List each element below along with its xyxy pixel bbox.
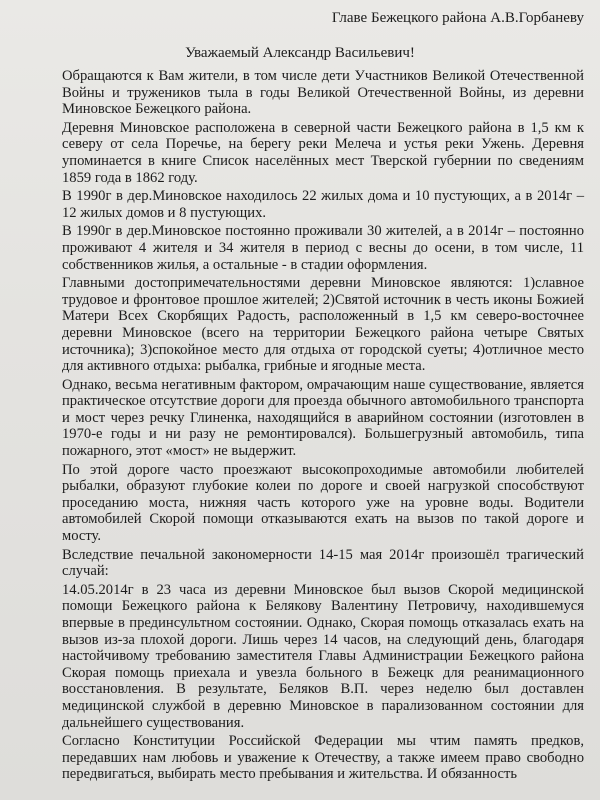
paragraph-residents: В 1990г в дер.Миновское постоянно проживали 30 жителей, а в 2014г – постоянно проживают 4 жителя и 34 жителя в период с весны до осени, в том числе, 11 собственников жилья, а остальные - в стадии оформления.	[62, 223, 584, 273]
letter-body	[62, 68, 584, 783]
paragraph-incident-intro: Вследствие печальной закономерности 14-15 мая 2014г произошёл трагический случай:	[62, 546, 584, 580]
paragraph-incident: 14.05.2014г в 23 часа из деревни Миновское был вызов Скорой медицинской помощи Бежецкого района к Белякову Валентину Петровичу, находившемуся впервые в прединсультном состоянии. Однако, Скорая помощь отказалась ехать на вызов из-за плохой дороги. Лишь через 14 часов, на следующий день, благодаря настойчивому требованию заместителя Главы Администрации Бежецкого района Скорая помощь приехала и увезла больного в Бежецк для реанимационного восстановления. В результате, Беляков В.П. через неделю был доставлен медицинской службой в деревню Миновское в парализованном состоянии для дальнейшего существования.	[62, 581, 584, 731]
paragraph-attractions: Главными достопримечательностями деревни Миновское являются: 1)славное трудовое и фронтовое прошлое жителей; 2)Святой источник в честь иконы Божией Матери Всех Скорбящих Радость, расположенный в 1,5 км северо-восточнее деревни Миновское (всего на территории Бежецкого района четыре Святых источника); 3)спокойное место для отдыха от городской суеты; 4)отличное место для активного отдыха: рыбалка, грибные и ягодные места.	[62, 275, 584, 375]
paragraph-houses: В 1990г в дер.Миновское находилось 22 жилых дома и 10 пустующих, а в 2014г – 12 жилых домов и 8 пустующих.	[62, 188, 584, 221]
paragraph-constitution: Согласно Конституции Российской Федерации мы чтим память предков, передавших нам любовь и уважение к Отечеству, а также имеем право свободно передвигаться, выбирать место пребывания и жительства. И обязанность	[62, 733, 584, 783]
addressee-line: Главе Бежецкого района А.В.Горбаневу	[331, 10, 584, 26]
paragraph-intro: Обращаются к Вам жители, в том числе дети Участников Великой Отечественной Войны и тружеников тыла в годы Великой Отечественной Войны, из деревни Миновское Бежецкого района.	[62, 68, 584, 118]
paragraph-road-damage: По этой дороге часто проезжают высокопроходимые автомобили любителей рыбалки, образуют глубокие колеи по дороге и своей нагрузкой способствуют проседанию моста, нижняя часть которого уже на уровне воды. Водители автомобилей Скорой помощи отказываются ехать на вызов по такой дороге и мосту.	[62, 461, 584, 545]
paragraph-road-problem: Однако, весьма негативным фактором, омрачающим наше существование, является практическое отсутствие дороги для проезда обычного автомобильного транспорта и мост через речку Глиненка, находящийся в аварийном состоянии (изготовлен в 1970-е годы и ни разу не ремонтировался). Большегрузный автомобиль, типа пожарного, этот «мост» не выдержит.	[62, 376, 584, 460]
paragraph-location: Деревня Миновское расположена в северной части Бежецкого района в 1,5 км к северу от села Поречье, на берегу реки Мелеча и устья реки Ужень. Деревня упоминается в книге Список населённых мест Тверской губернии по сведениям 1859 года в 1862 году.	[62, 119, 584, 186]
salutation: Уважаемый Александр Васильевич!	[185, 45, 415, 61]
